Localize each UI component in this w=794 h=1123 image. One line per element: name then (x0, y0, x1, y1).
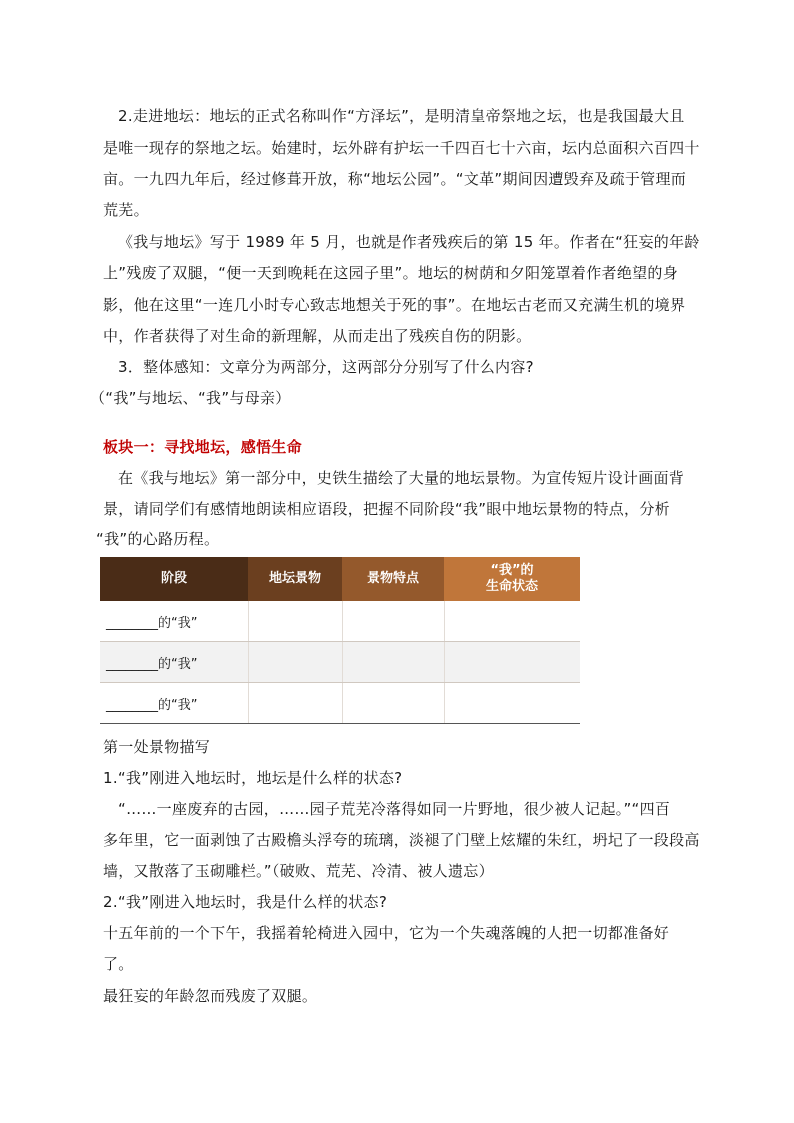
quote-line: 墙，又散落了玉砌雕栏。”（破败、荒芜、冷清、被人遗忘） (103, 862, 494, 880)
table-cell (444, 642, 580, 683)
paragraph-line: 3．整体感知：文章分为两部分，这两部分分别写了什么内容? (118, 358, 534, 376)
table-cell: ________的“我” (100, 683, 248, 724)
subheading: 第一处景物描写 (103, 738, 211, 756)
paragraph-line: 《我与地坛》写于 1989 年 5 月，也就是作者残疾后的第 15 年。作者在“狂妄的年龄 (118, 233, 700, 251)
table-cell (248, 601, 342, 642)
paragraph-line: 最狂妄的年龄忽而残废了双腿。 (103, 987, 318, 1005)
table-row (100, 601, 580, 642)
paragraph-line: 上”残废了双腿，“便一天到晚耗在这园子里”。地坛的树荫和夕阳笼罩着作者绝望的身 (103, 264, 679, 282)
answer-line: （“我”与地坛、“我”与母亲） (90, 389, 291, 407)
section-title: 板块一：寻找地坛，感悟生命 (103, 438, 302, 456)
paragraph-line: 中，作者获得了对生命的新理解，从而走出了残疾自伤的阴影。 (103, 327, 532, 345)
table-cell (248, 683, 342, 724)
table-cell (444, 683, 580, 724)
quote-line: “……一座废弃的古园，……园子荒芜冷落得如同一片野地，很少被人记起。”“四百 (118, 800, 671, 818)
question-line: 1.“我”刚进入地坛时，地坛是什么样的状态? (103, 769, 403, 787)
paragraph-line: 荒芜。 (103, 201, 149, 219)
paragraph-line: 2.走进地坛：地坛的正式名称叫作“方泽坛”，是明清皇帝祭地之坛，也是我国最大且 (118, 107, 685, 125)
paragraph-line: 亩。一九四九年后，经过修葺开放，称“地坛公园”。“文革”期间因遭毁弃及疏于管理而 (103, 170, 687, 188)
header-scenery: 地坛景物 (248, 557, 342, 601)
header-life-state-line2: 生命状态 (485, 579, 538, 594)
table-header-row (100, 557, 580, 601)
header-life-state (444, 557, 580, 601)
table-cell: ________的“我” (100, 601, 248, 642)
header-features: 景物特点 (342, 557, 444, 601)
paragraph-line: 是唯一现存的祭地之坛。始建时，坛外辟有护坛一千四百七十六亩，坛内总面积六百四十 (103, 139, 700, 157)
paragraph-line: 了。 (103, 955, 134, 973)
paragraph-line: 影，他在这里“一连几小时专心致志地想关于死的事”。在地坛古老而又充满生机的境界 (103, 296, 686, 314)
paragraph-line: “我”的心路历程。 (96, 530, 220, 548)
paragraph-line: 十五年前的一个下午，我摇着轮椅进入园中，它为一个失魂落魄的人把一切都准备好 (103, 924, 670, 942)
question-line: 2.“我”刚进入地坛时，我是什么样的状态? (103, 893, 388, 911)
paragraph-line: 在《我与地坛》第一部分中，史铁生描绘了大量的地坛景物。为宣传短片设计画面背 (118, 469, 685, 487)
header-life-state-line1: “我”的 (490, 563, 534, 578)
table-cell (248, 642, 342, 683)
quote-line: 多年里，它一面剥蚀了古殿檐头浮夸的琉璃，淡褪了门壁上炫耀的朱红，坍圮了一段段高 (103, 831, 700, 849)
table-cell (342, 601, 444, 642)
table-cell (444, 601, 580, 642)
table-row (100, 683, 580, 724)
stage-table (100, 557, 580, 724)
table-cell (342, 642, 444, 683)
table-cell (342, 683, 444, 724)
table-cell: ________的“我” (100, 642, 248, 683)
table-row (100, 642, 580, 683)
header-stage: 阶段 (100, 557, 248, 601)
paragraph-line: 景，请同学们有感情地朗读相应语段，把握不同阶段“我”眼中地坛景物的特点，分析 (103, 500, 670, 518)
